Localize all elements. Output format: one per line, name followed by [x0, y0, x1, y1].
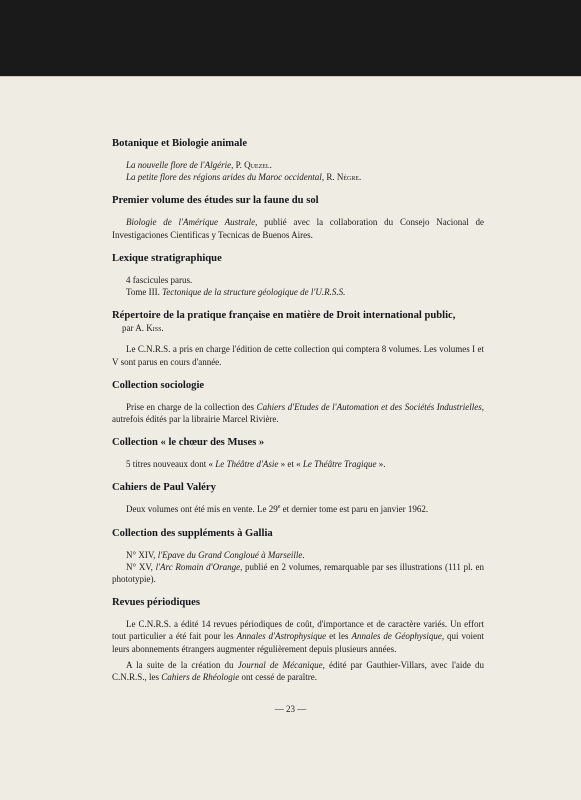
section-heading: Cahiers de Paul Valéry — [112, 482, 216, 494]
section-text: 5 titres nouveaux dont « Le Théâtre d'Asie » et « Le Théâtre Tragique ». — [126, 459, 386, 470]
entry-line: La nouvelle flore de l'Algérie, P. Quezel. — [126, 160, 272, 170]
section-heading: Collection des suppléments à Gallia — [112, 527, 273, 539]
section-choeur-des-muses — [112, 437, 484, 470]
page-content — [112, 138, 484, 695]
section-heading: Premier volume des études sur la faune du sol — [112, 195, 319, 207]
section-sociologie — [112, 380, 484, 425]
section-gallia — [112, 528, 484, 586]
section-text: Tome III. Tectonique de la structure géologique de l'U.R.S.S. — [126, 287, 346, 298]
section-botanique — [112, 138, 484, 183]
section-heading: Collection sociologie — [112, 379, 205, 391]
section-text: N° XV, l'Arc Romain d'Orange, publié en 2 volumes, remarquable par ses illustrations (111 pl. en phototypie). — [112, 561, 484, 585]
section-revues — [112, 597, 484, 683]
page-number: — 23 — — [274, 704, 307, 714]
section-text: Biologie de l'Amérique Australe, publié avec la collaboration du Consejo Nacional de Investigaciones Cientificas y Tecnicas de Buenos Aires. — [112, 217, 484, 240]
section-text: N° XIV, l'Epave du Grand Congloué à Marseille. — [126, 549, 305, 560]
section-valery — [112, 482, 484, 515]
section-lexique — [112, 253, 484, 298]
section-heading: Collection « le chœur des Muses » — [112, 437, 265, 449]
section-text: Deux volumes ont été mis en vente. Le 29e et dernier tome est paru en janvier 1962. — [126, 504, 429, 515]
section-faune-du-sol — [112, 195, 484, 240]
section-text: A la suite de la création du Journal de Mécanique, édité par Gauthier-Villars, avec l'aide du C.N.R.S., les Cahiers de Rhéologie ont cessé de paraître. — [112, 659, 484, 683]
byline: par A. Kiss. — [122, 323, 164, 334]
section-repertoire — [112, 310, 484, 368]
scanner-border — [0, 0, 581, 76]
section-heading: Lexique stratigraphique — [112, 252, 222, 264]
section-heading: Botanique et Biologie animale — [112, 138, 248, 149]
entry-line: La petite flore des régions arides du Maroc occidental, R. Nègre. — [126, 172, 362, 183]
section-heading: Revues périodiques — [112, 597, 200, 609]
section-text: Le C.N.R.S. a édité 14 revues périodiques de coût, d'importance et de caractère variés. Un effort tout particulier a été fait pour les Annales d'Astrophysique et les Annales de Géophysique, qui voient leurs abonnements étrangers augmenter régulièrement depuis plusieurs années. — [112, 619, 484, 654]
section-text: Le C.N.R.S. a pris en charge l'édition de cette collection qui comptera 8 volumes. Les volumes I et V sont parus en cours d'année. — [112, 344, 484, 367]
section-heading: Répertoire de la pratique française en matière de Droit international public, — [112, 310, 456, 322]
section-text: 4 fascicules parus. — [126, 274, 193, 285]
section-text: Prise en charge de la collection des Cahiers d'Etudes de l'Automation et des Sociétés Industrielles, autrefois édités par la librairie Marcel Rivière. — [112, 401, 484, 425]
